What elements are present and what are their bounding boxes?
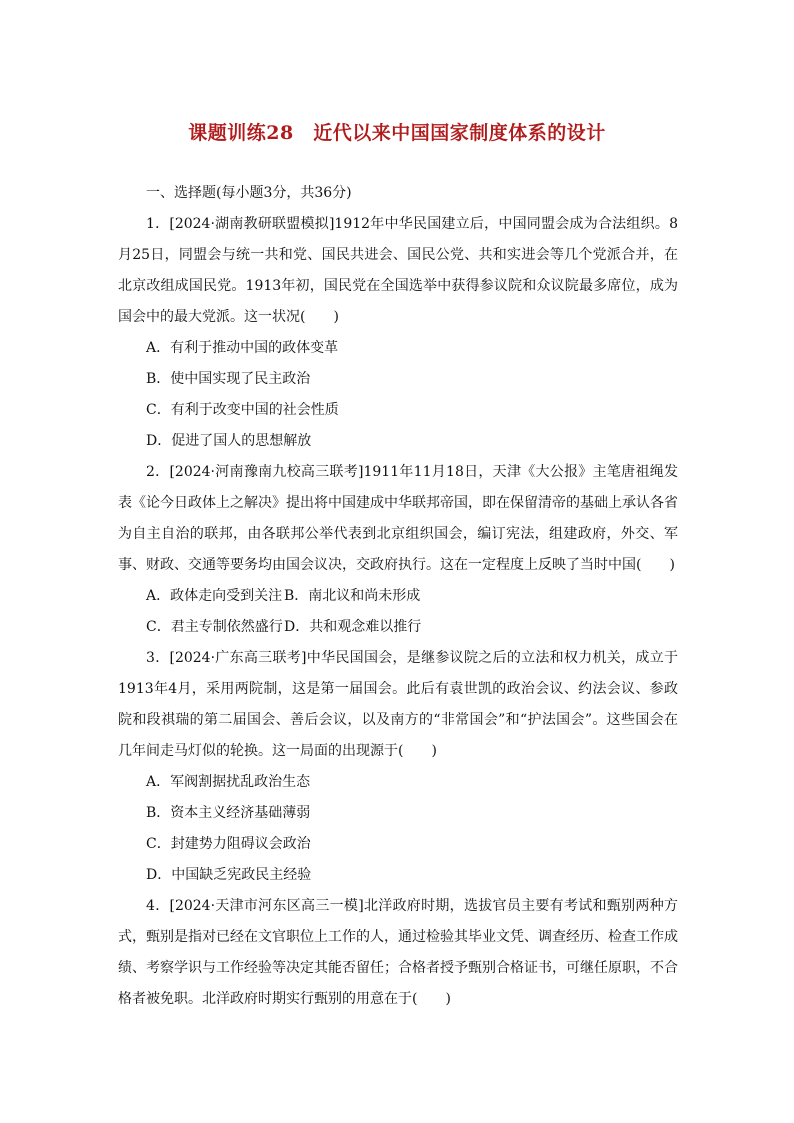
option-row (118, 581, 678, 612)
option-d: D．中国缺乏宪政民主经验 (146, 867, 312, 883)
option-row (118, 612, 678, 643)
option-b: B．使中国实现了民主政治 (146, 371, 311, 387)
question-2 (118, 457, 678, 643)
page-title: 课题训练28 近代以来中国国家制度体系的设计 (188, 122, 606, 144)
option-b: B．资本主义经济基础薄弱 (146, 805, 311, 821)
option-c: C．有利于改变中国的社会性质 (146, 402, 339, 418)
question-stem: 2．[2024·河南豫南九校高三联考]1911年11月18日，天津《大公报》主笔唐祖绳发表《论今日政体上之解决》提出将中国建成中华联邦帝国，即在保留清帝的基础上承认各省为自主自治的联邦，由各联邦公举代表到北京组织国会，编订宪法，组建政府，外交、军事、财政、交通等要务均由国会议决，交政府执行。这在一定程度上反映了当时中国( ) (118, 464, 678, 573)
option-a: A．军阀割据扰乱政治生态 (146, 774, 311, 790)
option-d: D．共和观念难以推行 (284, 619, 422, 635)
document-body (118, 178, 678, 1015)
option-a: A．有利于推动中国的政体变革 (146, 340, 339, 356)
option-a: A．政体走向受到关注 (146, 588, 283, 604)
option-d: D．促进了国人的思想解放 (146, 433, 312, 449)
question-3 (118, 643, 678, 891)
question-stem: 4．[2024·天津市河东区高三一模]北洋政府时期，选拔官员主要有考试和甄别两种方式，甄别是指对已经在文官职位上工作的人，通过检验其毕业文凭、调查经历、检查工作成绩、考察学识与工作经验等决定其能否留任；合格者授予甄别合格证书，可继任原职，不合格者被免职。北洋政府时期实行甄别的用意在于( ) (118, 898, 678, 1007)
question-4 (118, 891, 678, 1015)
option-c: C．封建势力阻碍议会政治 (146, 836, 311, 852)
question-1 (118, 209, 678, 457)
question-stem: 1．[2024·湖南教研联盟模拟]1912年中华民国建立后，中国同盟会成为合法组织。8月25日，同盟会与统一共和党、国民共进会、国民公党、共和实进会等几个党派合并，在北京改组成国民党。1913年初，国民党在全国选举中获得参议院和众议院最多席位，成为国会中的最大党派。这一状况( ) (118, 216, 678, 325)
question-stem: 3．[2024·广东高三联考]中华民国国会，是继参议院之后的立法和权力机关，成立于1913年4月，采用两院制，这是第一届国会。此后有袁世凯的政治会议、约法会议、参政院和段祺瑞的第二届国会、善后会议，以及南方的“非常国会”和“护法国会”。这些国会在几年间走马灯似的轮换。这一局面的出现源于( ) (118, 650, 678, 759)
option-c: C．君主专制依然盛行 (146, 619, 283, 635)
option-b: B．南北议和尚未形成 (284, 588, 421, 604)
section-heading: 一、选择题(每小题3分，共36分) (146, 185, 352, 201)
